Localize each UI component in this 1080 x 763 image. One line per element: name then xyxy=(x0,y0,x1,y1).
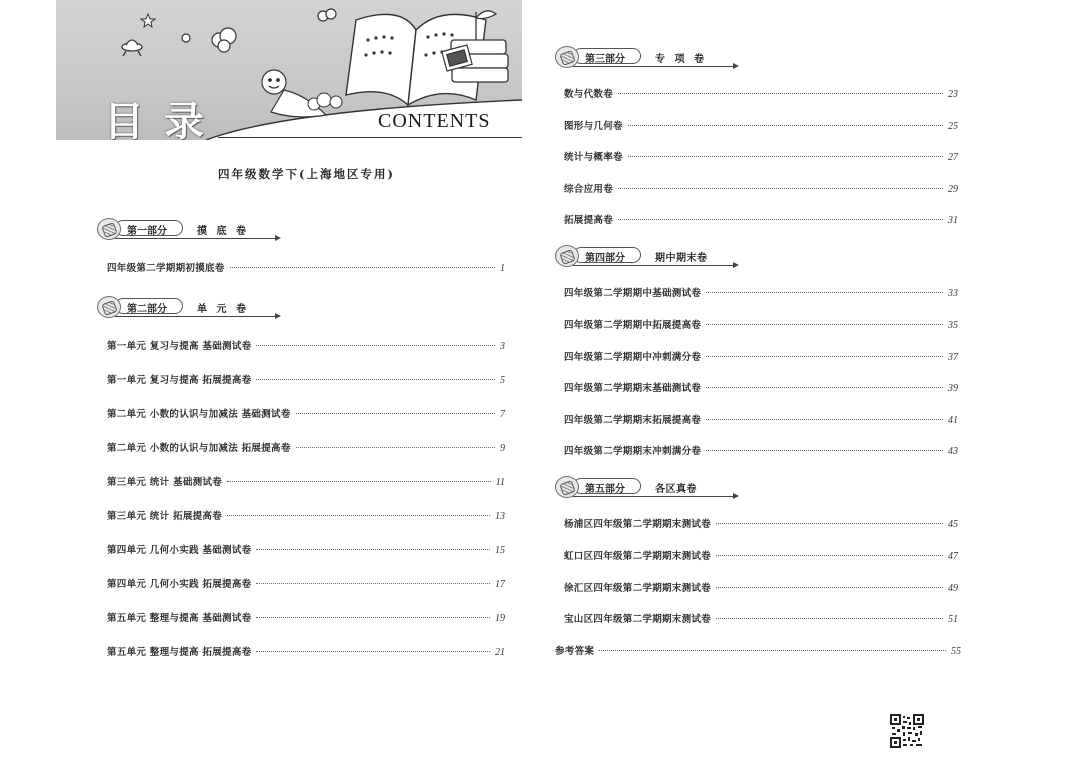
toc-item-page: 43 xyxy=(948,446,958,457)
toc-item-label: 综合应用卷 xyxy=(564,184,614,195)
toc-item-page: 55 xyxy=(951,646,961,657)
book-badge-icon xyxy=(97,296,121,318)
toc-item-label: 第四单元 几何小实践 拓展提高卷 xyxy=(107,579,252,590)
toc-item-label: 虹口区四年级第二学期期末测试卷 xyxy=(564,551,712,562)
section-name: 期中期末卷 xyxy=(655,253,708,264)
toc-item[interactable] xyxy=(564,285,958,299)
section-header-part3 xyxy=(555,46,740,68)
toc-item-page: 27 xyxy=(948,152,958,163)
dot-leader xyxy=(716,618,943,619)
book-badge-icon xyxy=(555,245,579,267)
toc-item[interactable] xyxy=(564,516,958,530)
toc-item[interactable] xyxy=(564,380,958,394)
dot-leader xyxy=(256,651,490,652)
toc-item-label: 徐汇区四年级第二学期期末测试卷 xyxy=(564,583,712,594)
dot-leader xyxy=(706,356,943,357)
section-name: 各区真卷 xyxy=(655,484,697,495)
toc-item-label: 第二单元 小数的认识与加减法 拓展提高卷 xyxy=(107,443,291,454)
toc-item[interactable] xyxy=(564,317,958,331)
section-part: 第二部分 xyxy=(127,304,167,315)
toc-item-label: 四年级第二学期期末基础测试卷 xyxy=(564,383,702,394)
section-name: 专 项 卷 xyxy=(655,54,707,65)
dot-leader xyxy=(628,156,943,157)
book-subtitle: 四年级数学下(上海地区专用) xyxy=(218,167,395,181)
toc-item-page: 9 xyxy=(500,443,505,454)
section-underline xyxy=(573,496,735,497)
toc-item-label: 四年级第二学期期初摸底卷 xyxy=(107,263,225,274)
dot-leader xyxy=(628,125,943,126)
dot-leader xyxy=(706,292,943,293)
toc-item[interactable] xyxy=(107,440,505,454)
dot-leader xyxy=(618,93,943,94)
ufo-icon xyxy=(122,40,142,56)
star-icon xyxy=(141,14,155,27)
toc-item-page: 49 xyxy=(948,583,958,594)
toc-item[interactable] xyxy=(107,372,505,386)
toc-item-label: 数与代数卷 xyxy=(564,89,614,100)
section-underline xyxy=(115,316,277,317)
toc-item-label: 四年级第二学期期中基础测试卷 xyxy=(564,288,702,299)
contents-heading: CONTENTS xyxy=(378,110,491,132)
toc-item-page: 21 xyxy=(495,647,505,658)
toc-item-page: 17 xyxy=(495,579,505,590)
toc-item[interactable] xyxy=(564,548,958,562)
toc-item-page: 37 xyxy=(948,352,958,363)
banner-divider xyxy=(218,137,522,138)
toc-item-page: 39 xyxy=(948,383,958,394)
toc-item-page: 13 xyxy=(495,511,505,522)
dot-leader xyxy=(296,447,495,448)
dot-leader xyxy=(716,587,943,588)
toc-item-page: 25 xyxy=(948,121,958,132)
dot-leader xyxy=(716,555,943,556)
toc-item-page: 33 xyxy=(948,288,958,299)
bush-icon xyxy=(308,93,342,110)
toc-item[interactable] xyxy=(564,212,958,226)
toc-item-page: 5 xyxy=(500,375,505,386)
toc-item-page: 1 xyxy=(500,263,505,274)
section-part: 第三部分 xyxy=(585,54,625,65)
toc-item[interactable] xyxy=(107,508,505,522)
toc-item-label: 第三单元 统计 基础测试卷 xyxy=(107,477,223,488)
toc-item-label: 杨浦区四年级第二学期期末测试卷 xyxy=(564,519,712,530)
book-badge-icon xyxy=(97,218,121,240)
dot-leader xyxy=(599,650,946,651)
toc-item-label: 统计与概率卷 xyxy=(564,152,623,163)
header-banner xyxy=(56,0,522,140)
toc-item[interactable] xyxy=(107,406,505,420)
toc-item[interactable] xyxy=(107,644,505,658)
toc-item-page: 45 xyxy=(948,519,958,530)
toc-item-page: 7 xyxy=(500,409,505,420)
section-header-part5 xyxy=(555,476,740,498)
toc-item[interactable] xyxy=(564,149,958,163)
section-part: 第一部分 xyxy=(127,226,167,237)
toc-item[interactable] xyxy=(564,443,958,457)
toc-item-label: 四年级第二学期期中拓展提高卷 xyxy=(564,320,702,331)
dot-leader xyxy=(256,345,495,346)
dot-leader xyxy=(227,515,490,516)
dot-leader xyxy=(706,387,943,388)
section-header-part2 xyxy=(97,296,282,318)
toc-item[interactable] xyxy=(107,610,505,624)
section-header-part4 xyxy=(555,245,740,267)
toc-item-page: 41 xyxy=(948,415,958,426)
toc-item-answers[interactable] xyxy=(555,643,961,657)
toc-item-label: 四年级第二学期期中冲刺满分卷 xyxy=(564,352,702,363)
toc-item-page: 29 xyxy=(948,184,958,195)
page-title: 目录 xyxy=(104,99,224,140)
toc-item[interactable] xyxy=(107,474,505,488)
dot-leader xyxy=(716,523,943,524)
section-underline xyxy=(573,66,735,67)
toc-item-label: 第五单元 整理与提高 基础测试卷 xyxy=(107,613,252,624)
toc-item-page: 19 xyxy=(495,613,505,624)
toc-item[interactable] xyxy=(107,576,505,590)
dot-leader xyxy=(227,481,491,482)
book-badge-icon xyxy=(555,476,579,498)
toc-item-page: 11 xyxy=(495,477,505,488)
toc-item[interactable] xyxy=(564,611,958,625)
toc-item[interactable] xyxy=(564,580,958,594)
toc-item-label: 第一单元 复习与提高 拓展提高卷 xyxy=(107,375,252,386)
toc-item-page: 31 xyxy=(948,215,958,226)
toc-item-label: 图形与几何卷 xyxy=(564,121,623,132)
section-part: 第五部分 xyxy=(585,484,625,495)
toc-item[interactable] xyxy=(564,86,958,100)
dot-leader xyxy=(706,450,943,451)
dot-leader xyxy=(256,379,495,380)
section-part: 第四部分 xyxy=(585,253,625,264)
toc-item[interactable] xyxy=(107,542,505,556)
toc-item[interactable] xyxy=(107,338,505,352)
section-name: 摸 底 卷 xyxy=(197,226,249,237)
toc-item-label: 第三单元 统计 拓展提高卷 xyxy=(107,511,223,522)
toc-item-page: 23 xyxy=(948,89,958,100)
toc-item-page: 3 xyxy=(500,341,505,352)
toc-item-label: 拓展提高卷 xyxy=(564,215,614,226)
toc-item-page: 51 xyxy=(948,614,958,625)
dot-leader xyxy=(230,267,495,268)
dot-leader xyxy=(706,419,943,420)
toc-item-label: 第一单元 复习与提高 基础测试卷 xyxy=(107,341,252,352)
section-name: 单 元 卷 xyxy=(197,304,249,315)
toc-item[interactable] xyxy=(564,349,958,363)
toc-item-label: 宝山区四年级第二学期期末测试卷 xyxy=(564,614,712,625)
toc-item[interactable] xyxy=(564,118,958,132)
dot-leader xyxy=(256,583,490,584)
toc-item-label: 第二单元 小数的认识与加减法 基础测试卷 xyxy=(107,409,291,420)
toc-item[interactable] xyxy=(564,412,958,426)
toc-item-label: 四年级第二学期期末拓展提高卷 xyxy=(564,415,702,426)
dot-leader xyxy=(256,617,490,618)
toc-item[interactable] xyxy=(107,260,505,274)
section-underline xyxy=(573,265,735,266)
qr-code-icon xyxy=(890,714,924,748)
toc-item-page: 15 xyxy=(495,545,505,556)
cloud-icon xyxy=(182,9,336,52)
section-underline xyxy=(115,238,277,239)
toc-item[interactable] xyxy=(564,181,958,195)
toc-item-page: 47 xyxy=(948,551,958,562)
dot-leader xyxy=(618,219,943,220)
toc-item-label: 四年级第二学期期末冲刺满分卷 xyxy=(564,446,702,457)
toc-item-label: 参考答案 xyxy=(555,646,595,657)
book-badge-icon xyxy=(555,46,579,68)
toc-item-label: 第五单元 整理与提高 拓展提高卷 xyxy=(107,647,252,658)
toc-item-label: 第四单元 几何小实践 基础测试卷 xyxy=(107,545,252,556)
dot-leader xyxy=(706,324,943,325)
dot-leader xyxy=(256,549,490,550)
dot-leader xyxy=(296,413,495,414)
toc-item-page: 35 xyxy=(948,320,958,331)
dot-leader xyxy=(618,188,943,189)
section-header-part1 xyxy=(97,218,282,240)
